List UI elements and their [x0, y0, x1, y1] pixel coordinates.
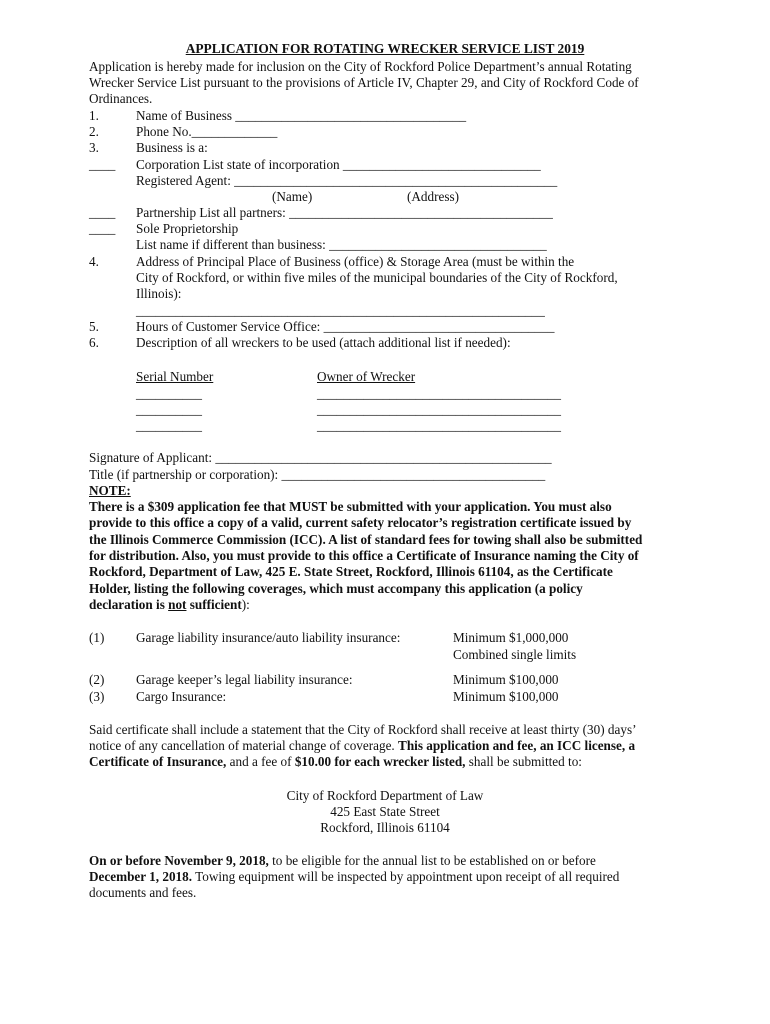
- serial-number-field[interactable]: __________: [136, 418, 202, 433]
- closing-line: documents and fees.: [89, 885, 197, 900]
- note-line: for distribution. Also, you must provide to this office a Certificate of Insurance naming the City of: [89, 548, 639, 563]
- note-line: There is a $309 application fee that MUST be submitted with your application. You must also: [89, 499, 612, 514]
- note-text: declaration is: [89, 597, 169, 612]
- item-number: 1.: [89, 108, 99, 123]
- address-caption: (Address): [407, 189, 460, 204]
- note-emphasis: not: [168, 597, 187, 612]
- corporation-state-field[interactable]: Corporation List state of incorporation ______________________________: [136, 157, 541, 172]
- business-type-label: Business is a:: [136, 140, 208, 155]
- intro-line: Wrecker Service List pursuant to the provisions of Article IV, Chapter 29, and City of Rockford Code of: [89, 75, 639, 90]
- note-text: sufficient: [186, 597, 242, 612]
- certificate-text: notice of any cancellation of material change of coverage.: [89, 738, 399, 753]
- coverage-number: (1): [89, 630, 105, 645]
- coverage-label: Cargo Insurance:: [136, 689, 227, 704]
- address-line: City of Rockford Department of Law: [286, 788, 484, 803]
- name-caption: (Name): [272, 189, 313, 204]
- phone-field[interactable]: Phone No._____________: [136, 124, 278, 139]
- address-line: Rockford, Illinois 61104: [320, 820, 450, 835]
- closing-text: Towing equipment will be inspected by appointment upon receipt of all required: [192, 869, 620, 884]
- partners-field[interactable]: Partnership List all partners: ________________________________________: [136, 205, 553, 220]
- serial-number-header: Serial Number: [136, 369, 214, 384]
- owner-field[interactable]: _____________________________________: [317, 418, 561, 433]
- partnership-checkbox[interactable]: ____: [89, 205, 116, 220]
- note-line: provide to this office a copy of a valid, current safety relocator’s registration certificate issued by: [89, 515, 632, 530]
- intro-line: Ordinances.: [89, 91, 153, 106]
- list-date: December 1, 2018.: [89, 869, 193, 884]
- sole-proprietorship-label: Sole Proprietorship: [136, 221, 239, 236]
- note-line: Holder, listing the following coverages, which must accompany this application (a policy: [89, 581, 583, 596]
- address-line: 425 East State Street: [330, 804, 440, 819]
- coverage-minimum: Minimum $100,000: [453, 672, 559, 687]
- coverage-minimum: Minimum $100,000: [453, 689, 559, 704]
- deadline-date: On or before November 9, 2018,: [89, 853, 269, 868]
- certificate-emphasis: This application and fee, an ICC license, a: [398, 738, 636, 753]
- applicant-title-field[interactable]: Title (if partnership or corporation): ________________________________________: [89, 467, 546, 482]
- certificate-emphasis: $10.00 for each wrecker listed,: [294, 754, 466, 769]
- hours-field[interactable]: Hours of Customer Service Office: ___________________________________: [136, 319, 555, 334]
- item-number: 4.: [89, 254, 99, 269]
- owner-field[interactable]: _____________________________________: [317, 402, 561, 417]
- certificate-line: [89, 754, 582, 770]
- owner-field[interactable]: _____________________________________: [317, 386, 561, 401]
- corporation-checkbox[interactable]: ____: [89, 157, 116, 172]
- closing-text: to be eligible for the annual list to be established on or before: [268, 853, 596, 868]
- certificate-emphasis: Certificate of Insurance,: [89, 754, 227, 769]
- owner-header: Owner of Wrecker: [317, 369, 416, 384]
- serial-number-field[interactable]: __________: [136, 386, 202, 401]
- closing-line: [89, 853, 596, 869]
- coverage-label: Garage keeper’s legal liability insurance:: [136, 672, 353, 687]
- sole-proprietorship-checkbox[interactable]: ____: [89, 221, 116, 236]
- alternate-name-field[interactable]: List name if different than business: _________________________________: [136, 237, 547, 252]
- certificate-text: and a fee of: [226, 754, 295, 769]
- coverage-number: (2): [89, 672, 105, 687]
- serial-number-field[interactable]: __________: [136, 402, 202, 417]
- signature-field[interactable]: Signature of Applicant: ___________________________________________________: [89, 450, 552, 465]
- item-number: 3.: [89, 140, 99, 155]
- certificate-line: Said certificate shall include a statement that the City of Rockford shall receive at least thirty (30) days’: [89, 722, 637, 737]
- page-title: APPLICATION FOR ROTATING WRECKER SERVICE LIST 2019: [185, 41, 585, 56]
- wrecker-description-label: Description of all wreckers to be used (attach additional list if needed):: [136, 335, 511, 350]
- note-line: [89, 597, 250, 613]
- business-name-field[interactable]: Name of Business ___________________________________: [136, 108, 467, 123]
- coverage-number: (3): [89, 689, 105, 704]
- item-number: 6.: [89, 335, 99, 350]
- address-instruction-line: Illinois):: [136, 286, 182, 301]
- note-line: Rockford, Department of Law, 425 E. State Street, Rockford, Illinois 61104, as the Certificate: [89, 564, 613, 579]
- certificate-line: [89, 738, 635, 754]
- note-line: the Illinois Commerce Commission (ICC). A list of standard fees for towing shall also be submitted: [89, 532, 643, 547]
- intro-line: Application is hereby made for inclusion on the City of Rockford Police Department’s annual Rotating: [89, 59, 632, 74]
- item-number: 2.: [89, 124, 99, 139]
- address-instruction-line: City of Rockford, or within five miles of the municipal boundaries of the City of Rockford,: [136, 270, 618, 285]
- closing-line: [89, 869, 619, 885]
- address-instruction-line: Address of Principal Place of Business (office) & Storage Area (must be within the: [136, 254, 575, 269]
- business-address-field[interactable]: ______________________________________________________________: [136, 303, 545, 318]
- note-label: NOTE:: [89, 483, 131, 498]
- registered-agent-field[interactable]: Registered Agent: _________________________________________________: [136, 173, 558, 188]
- certificate-text: shall be submitted to:: [465, 754, 582, 769]
- item-number: 5.: [89, 319, 99, 334]
- coverage-minimum: Minimum $1,000,000: [453, 630, 569, 645]
- coverage-minimum-note: Combined single limits: [453, 647, 577, 662]
- note-text: ):: [241, 597, 250, 612]
- coverage-label: Garage liability insurance/auto liability insurance:: [136, 630, 401, 645]
